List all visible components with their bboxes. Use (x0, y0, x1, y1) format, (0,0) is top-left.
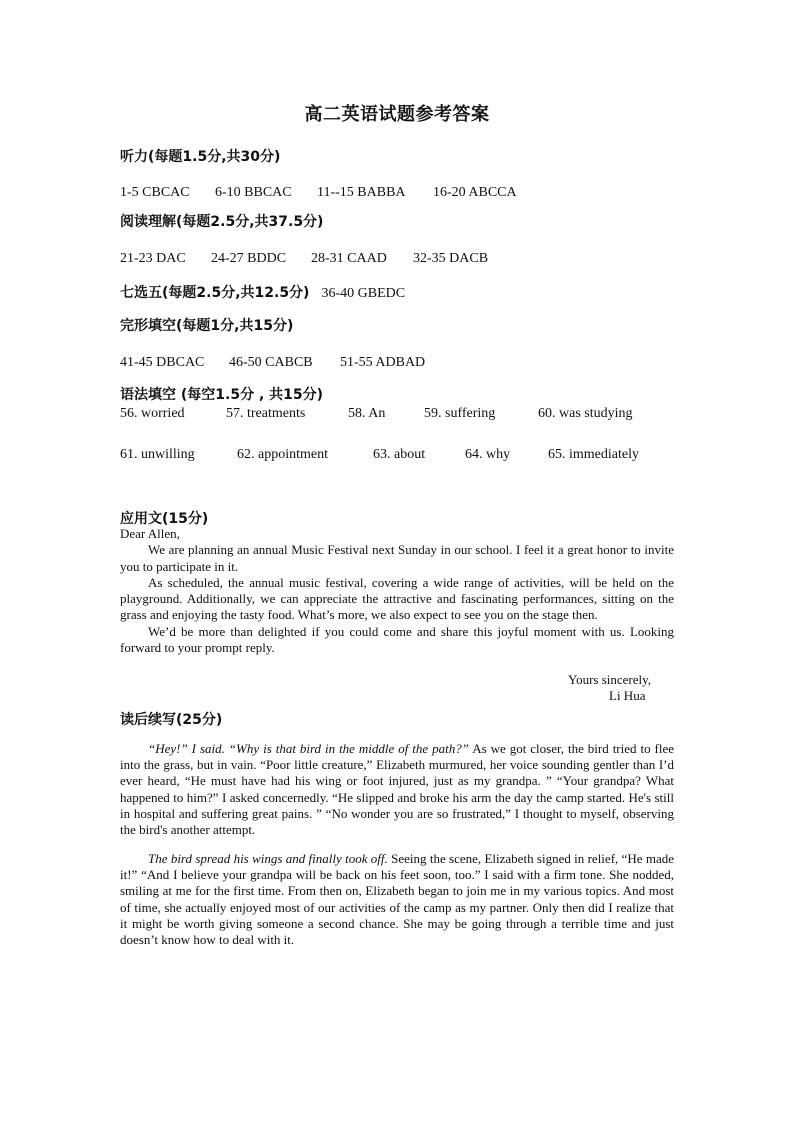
answer-group: 11--15 BABBA (317, 185, 406, 200)
grammar-answer: 59. suffering (424, 406, 496, 421)
grammar-answer: 64. why (465, 447, 511, 462)
grammar-answer: 58. An (348, 406, 386, 421)
letter-paragraph: We’d be more than delighted if you could come and share this joyful moment with us. Looking forward to your prompt reply. (120, 623, 674, 656)
answer-group: 24-27 BDDC (211, 251, 287, 266)
story-text-1: As we got closer, the bird tried to flee into the grass, but in vain. “Poor little creature,” Elizabeth murmured, her voice sounding gentler than I’d ever heard, “He must have had his wing or foot injured, just as my grandpa. ” “Your grandpa? What happened to him?” I asked concernedly. “He slipped and broke his arm the day the camp started. He's still in hospital and suffering great pains. ” “No wonder you are so frustrated,” I thought to myself, observing the bird's another attempt. (120, 741, 675, 838)
story-paragraph-1 (120, 741, 674, 838)
answer-group: 41-45 DBCAC (120, 355, 205, 370)
grammar-heading: 语法填空 (每空1.5分 , 共15分) (120, 387, 324, 403)
seven-five-heading-label: 七选五(每题2.5分,共12.5分) (120, 285, 310, 301)
answer-group: 51-55 ADBAD (340, 355, 426, 370)
reading-heading: 阅读理解(每题2.5分,共37.5分) (120, 214, 324, 230)
answer-group: 21-23 DAC (120, 251, 186, 266)
answer-group: 46-50 CABCB (229, 355, 313, 370)
answer-group: 16-20 ABCCA (433, 185, 517, 200)
listening-heading: 听力(每题1.5分,共30分) (120, 149, 281, 165)
sample-letter (120, 526, 674, 656)
story-text-2: Seeing the scene, Elizabeth signed in relief, “He made it!” “And I believe your grandpa will be back on his feet soon, too.” I said with a firm tone. She nodded, smiling at me for the first time. From then on, Elizabeth began to join me in my various topics. And most of time, she actually enjoyed most of our activities of the camp as my partner. Only then did I realize that it might be worth giving someone a second chance. She may be going through a terrible time and just doesn’t know how to deal with it. (120, 851, 674, 948)
grammar-answer: 65. immediately (548, 447, 639, 462)
continuation-heading: 读后续写(25分) (120, 712, 223, 728)
writing-heading: 应用文(15分) (120, 511, 209, 527)
cloze-heading: 完形填空(每题1分,共15分) (120, 318, 294, 334)
answer-group: 1-5 CBCAC (120, 185, 190, 200)
story-lead-2: The bird spread his wings and finally took off. (148, 851, 388, 866)
answer-group: 32-35 DACB (413, 251, 489, 266)
letter-closing: Yours sincerely, (568, 672, 652, 687)
page-title: 高二英语试题参考答案 (304, 104, 490, 125)
story-paragraph-2 (120, 851, 674, 948)
letter-paragraph: We are planning an annual Music Festival next Sunday in our school. I feel it a great honor to invite you to participate in it. (120, 542, 674, 574)
seven-five-answer: 36-40 GBEDC (321, 286, 406, 301)
letter-salutation: Dear Allen, (120, 526, 180, 541)
grammar-answer: 60. was studying (538, 406, 633, 421)
letter-signature: Li Hua (609, 688, 646, 703)
grammar-answer: 63. about (373, 447, 426, 462)
grammar-answer: 61. unwilling (120, 447, 195, 462)
grammar-answer: 57. treatments (226, 406, 306, 421)
grammar-answer: 56. worried (120, 406, 185, 421)
grammar-answer: 62. appointment (237, 447, 328, 462)
answer-group: 28-31 CAAD (311, 251, 387, 266)
story-lead-1: “Hey!” I said. “Why is that bird in the middle of the path?” (148, 741, 469, 756)
seven-five-heading (120, 282, 405, 302)
letter-paragraph: As scheduled, the annual music festival, covering a wide range of activities, will be held on the playground. Additionally, we can appreciate the attractive and fascinating performances, sitting on the grass and enjoying the tasty food. What’s more, we also expect to see you on the stage then. (120, 574, 674, 623)
answer-group: 6-10 BBCAC (215, 185, 292, 200)
